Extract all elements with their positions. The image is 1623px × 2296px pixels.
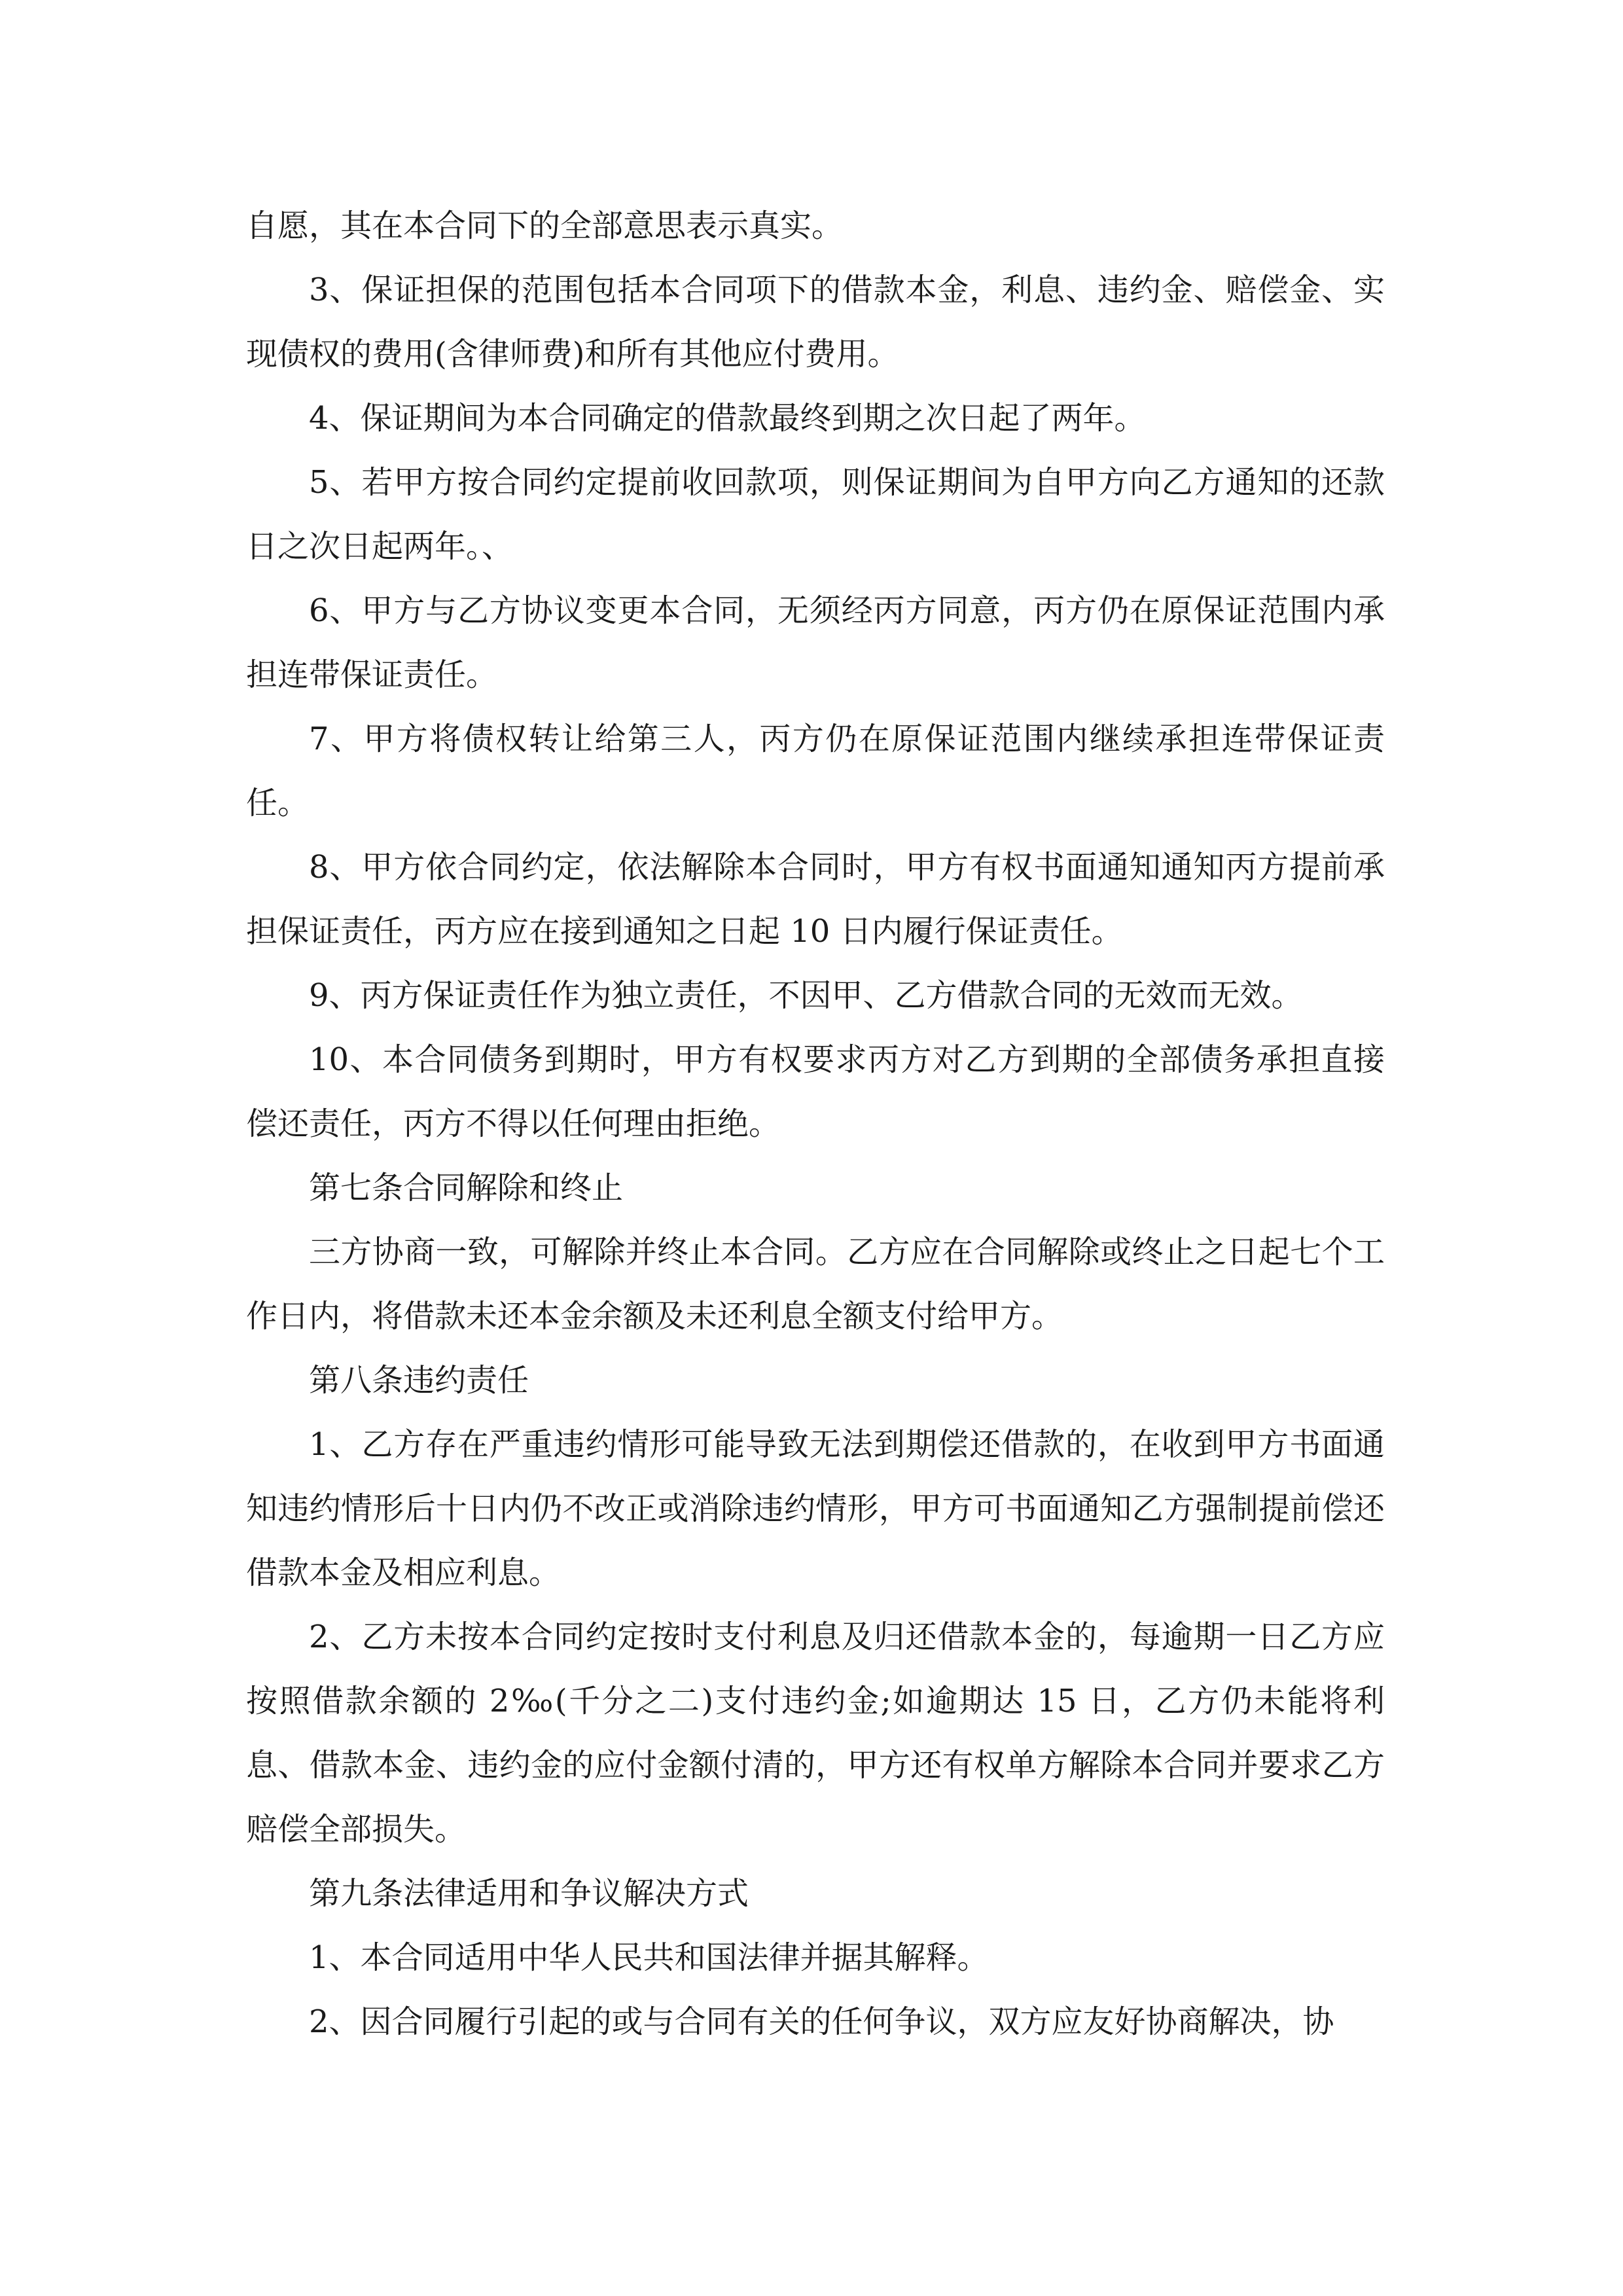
clause-item-6: 6、甲方与乙方协议变更本合同，无须经丙方同意，丙方仍在原保证范围内承担连带保证责任。 xyxy=(246,592,1385,693)
section-heading-8: 第八条违约责任 xyxy=(309,1362,529,1399)
clause-item-9: 9、丙方保证责任作为独立责任，不因甲、乙方借款合同的无效而无效。 xyxy=(309,977,1303,1014)
section-heading-7: 第七条合同解除和终止 xyxy=(309,1170,624,1206)
breach-item-2: 2、乙方未按本合同约定按时支付利息及归还借款本金的，每逾期一日乙方应按照借款余额的 2‰(千分之二)支付违约金;如逾期达 15 日，乙方仍未能将利息、借款本金、违约金的应付金额付清的，甲方还有权单方解除本合同并要求乙方赔偿全部损失。 xyxy=(246,1619,1385,1848)
clause-item-10: 10、本合同债务到期时，甲方有权要求丙方对乙方到期的全部债务承担直接偿还责任，丙方不得以任何理由拒绝。 xyxy=(246,1041,1385,1142)
termination-paragraph: 三方协商一致，可解除并终止本合同。乙方应在合同解除或终止之日起七个工作日内，将借款未还本金余额及未还利息全额支付给甲方。 xyxy=(246,1234,1385,1335)
clause-item-4: 4、保证期间为本合同确定的借款最终到期之次日起了两年。 xyxy=(309,400,1146,437)
clause-item-3: 3、保证担保的范围包括本合同项下的借款本金，利息、违约金、赔偿金、实现债权的费用(含律师费)和所有其他应付费用。 xyxy=(246,272,1385,372)
document-body xyxy=(246,194,1385,2054)
law-item-2: 2、因合同履行引起的或与合同有关的任何争议，双方应友好协商解决，协 xyxy=(309,2003,1334,2040)
breach-item-1: 1、乙方存在严重违约情形可能导致无法到期偿还借款的，在收到甲方书面通知违约情形后十日内仍不改正或消除违约情形，甲方可书面通知乙方强制提前偿还借款本金及相应利息。 xyxy=(246,1426,1385,1591)
section-heading-9: 第九条法律适用和争议解决方式 xyxy=(309,1875,749,1912)
law-item-1: 1、本合同适用中华人民共和国法律并据其解释。 xyxy=(309,1939,989,1976)
paragraph-continuation: 自愿，其在本合同下的全部意思表示真实。 xyxy=(246,207,844,244)
clause-item-5: 5、若甲方按合同约定提前收回款项，则保证期间为自甲方向乙方通知的还款日之次日起两年。、 xyxy=(246,464,1385,565)
clause-item-7: 7、甲方将债权转让给第三人，丙方仍在原保证范围内继续承担连带保证责任。 xyxy=(246,721,1385,821)
clause-item-8: 8、甲方依合同约定，依法解除本合同时，甲方有权书面通知通知丙方提前承担保证责任，丙方应在接到通知之日起 10 日内履行保证责任。 xyxy=(246,849,1385,950)
